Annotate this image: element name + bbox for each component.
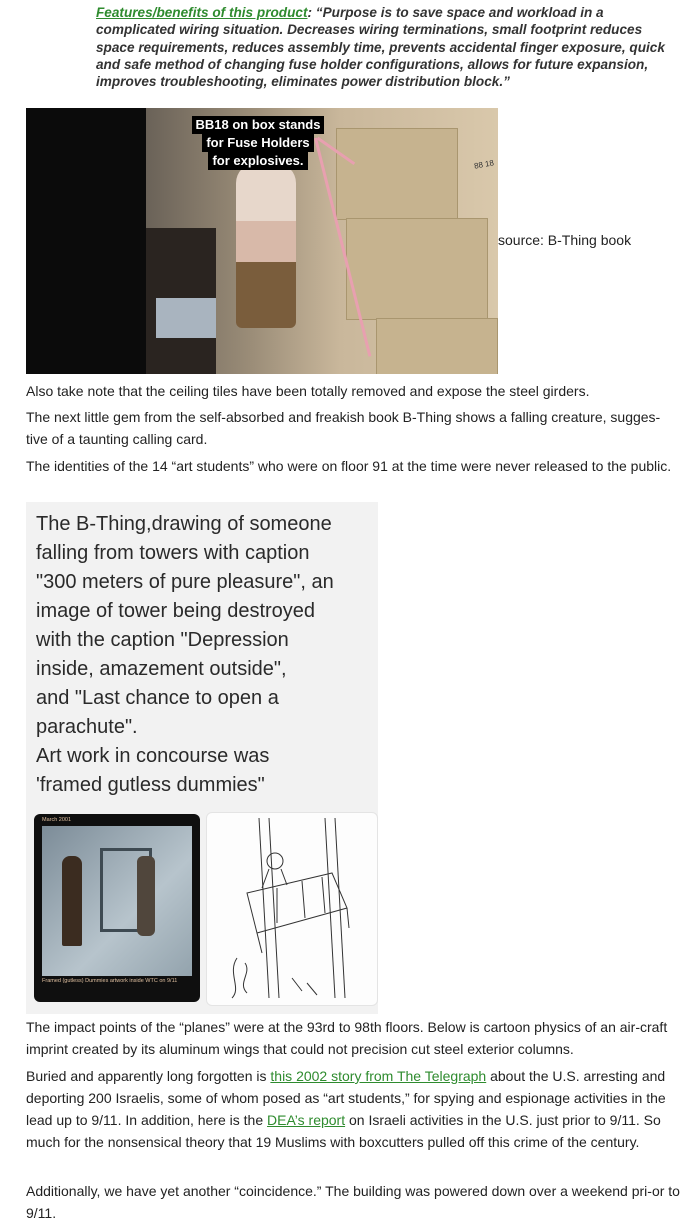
b-thing-screenshot — [26, 502, 378, 1014]
source-credit: source: B-Thing book — [498, 232, 632, 248]
panel-line: Art work in concourse was — [36, 745, 270, 767]
caption-line: for explosives. — [208, 152, 307, 170]
paragraph-ceiling: Also take note that the ceiling tiles have been totally removed and expose the steel girders. — [26, 383, 590, 399]
panel-line: 'framed gutless dummies" — [36, 774, 265, 796]
photo-box — [346, 218, 488, 320]
panel-text — [36, 510, 376, 800]
paragraph-buried — [26, 1065, 681, 1153]
figure-silhouette — [62, 856, 82, 946]
dummies-photo — [34, 814, 200, 1002]
paragraph-impact: The impact points of the “planes” were at the 93rd to 98th floors. Below is cartoon physics of an air-craft imprint created by its aluminum wings that could not precision cut steel exterior columns. — [26, 1019, 668, 1057]
photo-date: March 2001 — [42, 817, 72, 823]
product-quote — [96, 4, 681, 90]
caption-line: for Fuse Holders — [202, 134, 313, 152]
panel-line: falling from towers with caption — [36, 542, 310, 564]
box-label: 88 18 — [473, 158, 495, 171]
paragraph-identities: The identities of the 14 “art students” who were on floor 91 at the time were never released to the public. — [26, 458, 672, 474]
photo-person — [236, 163, 296, 328]
fuse-holder-photo — [26, 108, 498, 374]
panel-line: with the caption "Depression — [36, 629, 289, 651]
panel-line: inside, amazement outside", — [36, 658, 287, 680]
panel-line: and "Last chance to open a — [36, 687, 279, 709]
buried-text: about the U.S. arresting and deporting 200 Israelis, some of whom posed as “art students,” for spying and espionage activities in the lead up to 9/11. In addition, here is the — [26, 1068, 666, 1128]
falling-figure-drawing — [206, 812, 378, 1006]
sketch-illustration — [207, 813, 377, 1005]
panel-line: parachute". — [36, 716, 138, 738]
panel-line: image of tower being destroyed — [36, 600, 316, 622]
paragraph-gem: The next little gem from the self-absorbed and freakish book B-Thing shows a falling creature, sugges-tive of a taunting calling card. — [26, 409, 661, 447]
dea-report-link[interactable]: DEA’s report — [267, 1112, 346, 1128]
photo-box — [376, 318, 498, 374]
figure-silhouette — [137, 856, 155, 936]
photo-caption: Framed (gutless) Dummies artwork inside WTC on 9/11 — [42, 978, 178, 984]
panel-line: "300 meters of pure pleasure", an — [36, 571, 334, 593]
photo-caption — [176, 116, 340, 170]
telegraph-story-link[interactable]: this 2002 story from The Telegraph — [270, 1068, 487, 1084]
features-benefits-link[interactable]: Features/benefits of this product — [96, 5, 308, 20]
quote-body: : “Purpose is to save space and workload in a complicated wiring situation. Decreases wiring terminations, small footprint reduces space requirements, reduces assembly time, prevents accidental finger exposure, quick and safe method of changing fuse holder configurations, allows for future expansion, improves troubleshooting, eliminates power distribution block.” — [96, 5, 665, 90]
paragraph-additionally: Additionally, we have yet another “coincidence.” The building was powered down over a weekend pri-or to 9/11. — [26, 1183, 680, 1221]
buried-text: on Israeli activities in the U.S. just prior to 9/11. So much for the nonsensical theory that 19 Muslims with boxcutters pulled off this crime of the century. — [26, 1112, 661, 1150]
photo-equipment — [156, 298, 216, 338]
photo-scene — [42, 826, 192, 976]
photo-box — [336, 128, 458, 220]
panel-line: The B-Thing,drawing of someone — [36, 513, 332, 535]
buried-text: Buried and apparently long forgotten is — [26, 1068, 271, 1084]
caption-line: BB18 on box stands — [192, 116, 325, 134]
